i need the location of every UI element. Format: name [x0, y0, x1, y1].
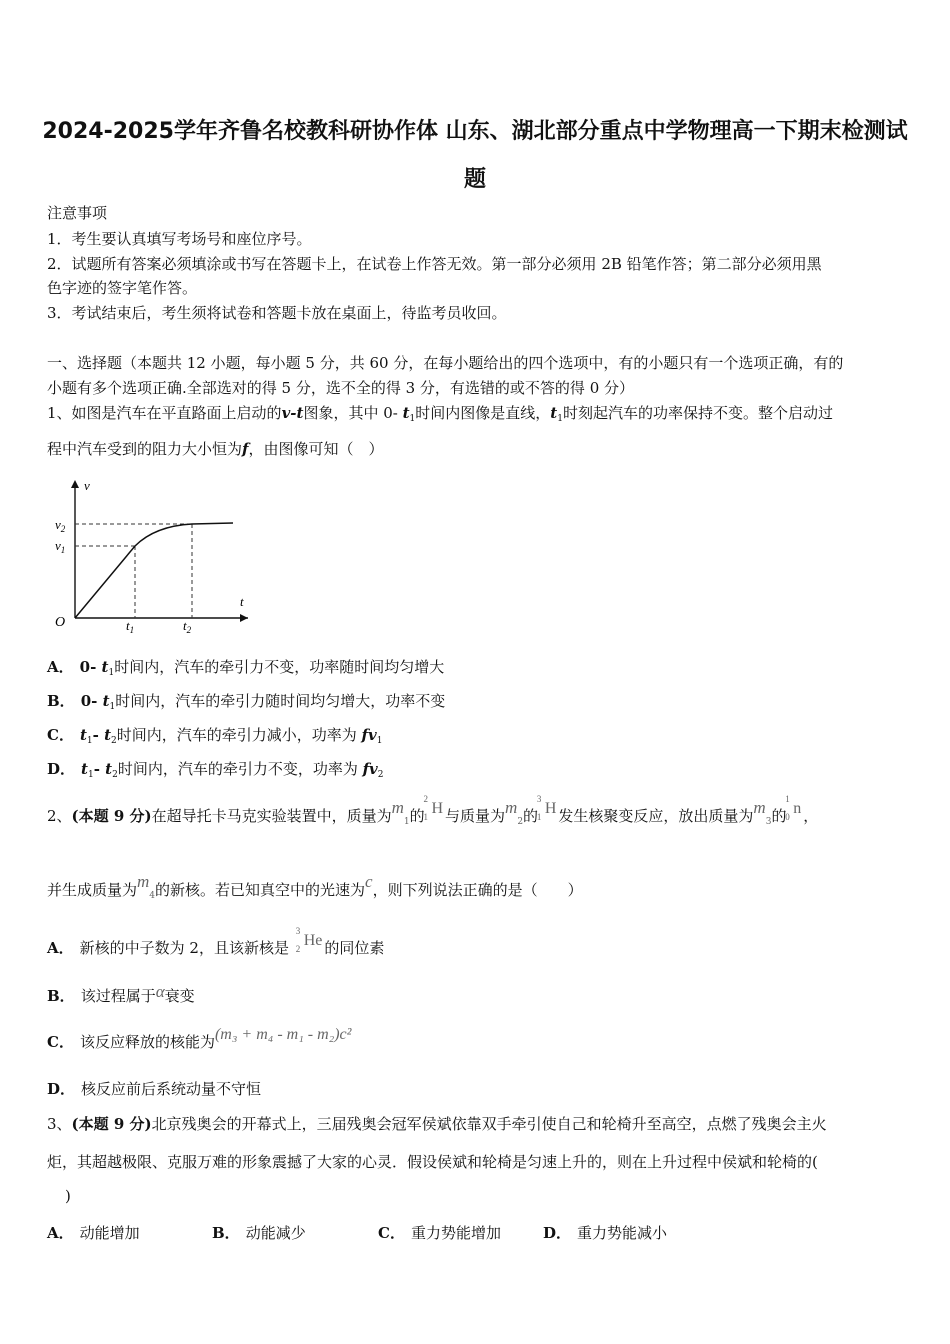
- section-heading-cont: 小题有多个选项正确.全部选对的得 5 分，选不全的得 3 分，有选错的或不答的得 0 分）: [47, 379, 635, 397]
- q2-option-d[interactable]: D． 核反应前后系统动量不守恒: [47, 1080, 262, 1098]
- q2-option-a[interactable]: A． 新核的中子数为 2，且该新核是 3 2 He 的同位素: [47, 926, 385, 957]
- notice-item-2-cont: 色字迹的签字笔作答。: [47, 279, 198, 297]
- q2-stem-cont: 并生成质量为$m_4$的新核。若已知真空中的光速为c，则下列说法正确的是（ ）: [47, 872, 583, 901]
- q1-option-d[interactable]: D． $t_1-$ $t_2$时间内，汽车的牵引力不变，功率为 $fv_2$: [47, 760, 384, 780]
- q3-stem-end: ): [65, 1187, 71, 1205]
- tritium-symbol: 3 1 H: [536, 794, 557, 822]
- q3-stem: 3、(本题 9 分)北京残奥会的开幕式上，三届残奥会冠军侯斌依靠双手牵引使自己和轮椅升至高空，点燃了残奥会主火: [47, 1115, 827, 1133]
- v2-label: $v_2$: [55, 517, 66, 534]
- helium-symbol: 3 2 He: [295, 926, 323, 954]
- q3-stem-cont: 炬，其超越极限、克服万难的形象震撼了大家的心灵．假设侯斌和轮椅是匀速上升的，则在上升过程中侯斌和轮椅的(: [47, 1153, 818, 1171]
- deuterium-symbol: 2 1 H: [423, 794, 444, 822]
- q2-stem: 2、(本题 9 分)在超导托卡马克实验装置中，质量为$m_1$的 2 1 H 与质量为$m_2$的 3 1 H 发生核聚变反应，放出质量为$m_3$的 1 0 n ，: [47, 794, 819, 827]
- velocity-curve: [75, 523, 233, 618]
- q1-option-b[interactable]: B． 0- $t_1$时间内，汽车的牵引力随时间均匀增大，功率不变: [47, 692, 446, 712]
- q1-stem-cont: 程中汽车受到的阻力大小恒为f，由图像可知（ ）: [47, 440, 384, 458]
- q3-option-c[interactable]: C． 重力势能增加: [378, 1224, 501, 1242]
- q3-option-a[interactable]: A． 动能增加: [47, 1224, 140, 1242]
- notice-item-2: 2．试题所有答案必须填涂或书写在答题卡上，在试卷上作答无效。第一部分必须用 2B 铅笔作答；第二部分必须用黑: [47, 255, 822, 273]
- y-axis-arrow: [71, 480, 79, 488]
- q2-option-c[interactable]: C． 该反应释放的核能为(m₃ + m₄ - m₁ - m₂)c²: [47, 1026, 352, 1051]
- notice-heading: 注意事项: [47, 204, 108, 222]
- t1-label: $t_1$: [126, 618, 135, 635]
- v-axis-label: v: [84, 478, 90, 493]
- t-axis-label: t: [240, 594, 244, 609]
- q1-option-c[interactable]: C． $t_1-$ $t_2$时间内，汽车的牵引力减小，功率为 $fv_1$: [47, 726, 383, 746]
- q2-option-b[interactable]: B． 该过程属于α衰变: [47, 982, 195, 1005]
- q3-option-b[interactable]: B． 动能减少: [212, 1224, 306, 1242]
- t2-label: $t_2$: [183, 618, 192, 635]
- section-heading: 一、选择题（本题共 12 小题，每小题 5 分，共 60 分，在每小题给出的四个选项中，有的小题只有一个选项正确，有的: [47, 354, 844, 372]
- neutron-symbol: 1 0 n: [785, 794, 802, 822]
- q1-stem: 1、如图是汽车在平直路面上启动的v-t图象，其中 0- $t_1$时间内图像是直线，$t_1$时刻起汽车的功率保持不变。整个启动过: [47, 404, 833, 424]
- vt-graph: [50, 478, 250, 638]
- q1-option-a[interactable]: A． 0- $t_1$时间内，汽车的牵引力不变，功率随时间均匀增大: [47, 658, 445, 678]
- origin-label: O: [55, 615, 66, 630]
- notice-item-3: 3．考试结束后，考生须将试卷和答题卡放在桌面上，待监考员收回。: [47, 304, 507, 322]
- page-title-continued: 题: [463, 167, 486, 192]
- page-title: 2024-2025学年齐鲁名校教科研协作体 山东、湖北部分重点中学物理高一下期末检测试: [42, 119, 908, 144]
- q3-option-d[interactable]: D． 重力势能减小: [543, 1224, 668, 1242]
- energy-formula: (m₃ + m₄ - m₁ - m₂)c²: [214, 1026, 352, 1043]
- notice-item-1: 1．考生要认真填写考场号和座位序号。: [47, 230, 312, 248]
- x-axis-arrow: [240, 614, 248, 622]
- v1-label: $v_1$: [55, 538, 66, 555]
